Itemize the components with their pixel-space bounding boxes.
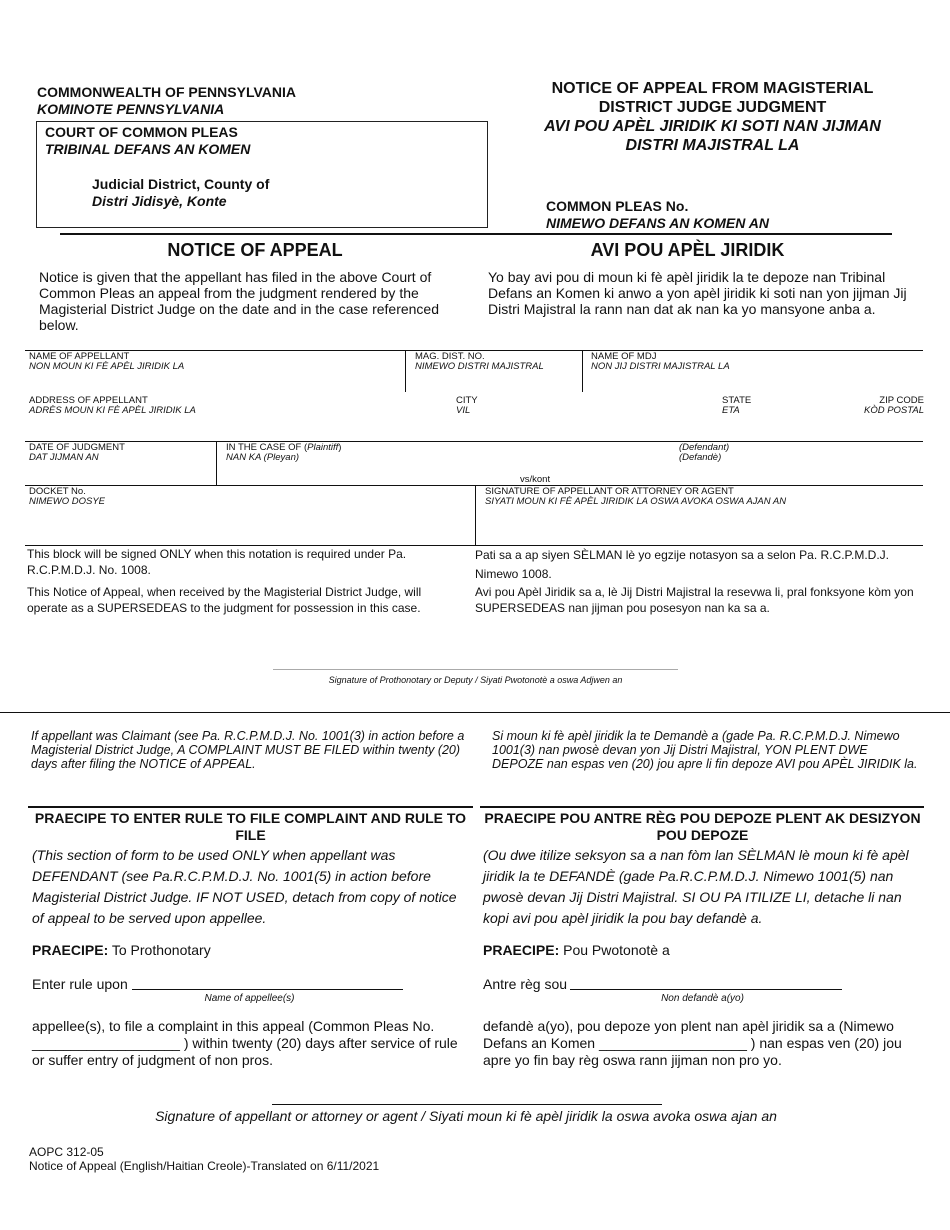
state-field[interactable]: STATE ETA <box>722 395 752 416</box>
grid-line <box>25 485 923 486</box>
commonwealth-header <box>37 84 296 118</box>
commonwealth-ht: KOMINOTE PENNSYLVANIA <box>37 101 225 117</box>
city-field[interactable]: CITY VIL <box>456 395 478 416</box>
prothonotary-signature-caption: Signature of Prothonotary or Deputy / Siyati Pwotonotè a oswa Adjwen an <box>328 675 623 685</box>
enter-rule-en: Enter rule upon <box>32 976 128 992</box>
praecipe-title-en: PRAECIPE TO ENTER RULE TO FILE COMPLAINT AND RULE TO FILE <box>34 810 467 843</box>
appellee-caption-en: Name of appellee(s) <box>204 993 295 1004</box>
prothonotary-signature-line[interactable] <box>273 669 678 670</box>
appellant-address-field[interactable]: ADDRESS OF APPELLANT ADRÈS MOUN KI FÈ APÈL JIRIDIK LA <box>29 395 196 416</box>
grid-vline <box>405 350 406 392</box>
commonwealth-en: COMMONWEALTH OF PENNSYLVANIA <box>37 84 296 100</box>
claimant-text-en: If appellant was Claimant (see Pa. R.C.P.M.D.J. No. 1001(3) in action before a Magisterial District Judge, A COMPLAINT MUST BE FILED within twenty (20) days after filing the NOTICE of APPEAL. <box>31 729 465 771</box>
district-ht: Distri Jidisyè, Konte <box>92 193 227 209</box>
praecipe-to-en: PRAECIPE: To Prothonotary <box>32 942 211 958</box>
title-ht-line1: AVI POU APÈL JIRIDIK KI SOTI NAN JIJMAN <box>544 118 881 135</box>
court-box <box>36 121 488 228</box>
praecipe-intro-en: (This section of form to be used ONLY when appellant was DEFENDANT (see Pa.R.C.P.M.D.J. No. 1001(5) in action before Magisterial District Judge. IF NOT USED, detach from copy of notice of appeal to be served upon appellee. <box>32 847 457 926</box>
praecipe-divider-ht <box>480 806 924 808</box>
title-en-line2: DISTRICT JUDGE JUDGMENT <box>598 99 827 116</box>
form-number: AOPC 312-05 <box>29 1145 104 1159</box>
supersedeas-en: This Notice of Appeal, when received by the Magisterial District Judge, will operate as a SUPERSEDEAS to the judgment for possession in this case. <box>27 585 422 615</box>
zip-code-field[interactable]: ZIP CODE KÒD POSTAL <box>863 395 924 416</box>
praecipe-divider-en <box>28 806 473 808</box>
claimant-text-ht: Si moun ki fè apèl jiridik la te Demandè a (gade Pa. R.C.P.M.D.J. Nimewo 1001(3) nan pwosè devan yon Jij Distri Majistral, YON PLENT DWE DEPOZE nan espas ven (20) jou apre li fin depoze AVI pou APÈL JIRIDIK la. <box>492 729 918 771</box>
grid-vline <box>216 441 217 485</box>
final-signature-caption: Signature of appellant or attorney or agent / Siyati moun ki fè apèl jiridik la oswa avoka oswa ajan an <box>155 1108 777 1124</box>
plaintiff-field[interactable]: IN THE CASE OF (Plaintiff) NAN KA (Pleyan) <box>226 442 342 463</box>
court-ht: TRIBINAL DEFANS AN KOMEN <box>45 141 251 157</box>
mdj-name-field[interactable]: NAME OF MDJ NON JIJ DISTRI MAJISTRAL LA <box>591 351 730 372</box>
grid-line <box>25 441 923 442</box>
form-description: Notice of Appeal (English/Haitian Creole)-Translated on 6/11/2021 <box>29 1159 380 1173</box>
notice-title-en: NOTICE OF APPEAL <box>167 240 343 260</box>
appellee-name-input-ht[interactable] <box>570 989 842 990</box>
docket-no-field[interactable]: DOCKET No. NIMEWO DOSYE <box>29 486 106 507</box>
common-pleas-number[interactable] <box>546 198 769 232</box>
praecipe-to-ht: PRAECIPE: Pou Pwotonotè a <box>483 942 670 958</box>
cp-no-ht: NIMEWO DEFANS AN KOMEN AN <box>546 215 769 231</box>
notation-block-ht: Pati sa a ap siyen SÈLMAN lè yo egzije notasyon sa a selon Pa. R.C.P.M.D.J. Nimewo 1008. <box>475 548 889 581</box>
praecipe-intro-ht: (Ou dwe itilize seksyon sa a nan fòm lan SÈLMAN lè moun ki fè apèl jiridik la te DEFANDÈ (gade Pa.R.C.P.M.D.J. Nimewo 1001(5) nan pwosè devan Jij Distri Majistral. SI OU PA ITILIZE LI, detache li nan kopi avi pou apèl jiridik la pou bay defandè a. <box>483 847 909 926</box>
grid-vline <box>475 485 476 545</box>
form-title <box>510 79 915 155</box>
appellant-signature-field[interactable]: SIGNATURE OF APPELLANT OR ATTORNEY OR AGENT SIYATI MOUN KI FÈ APÈL JIRIDIK LA OSWA AVOKA OSWA AJAN AN <box>485 486 787 507</box>
court-en: COURT OF COMMON PLEAS <box>45 124 238 140</box>
judgment-date-field[interactable]: DATE OF JUDGMENT DAT JIJMAN AN <box>29 442 125 463</box>
appellee-name-input-en[interactable] <box>132 989 403 990</box>
praecipe-body-en: appellee(s), to file a complaint in this appeal (Common Pleas No. ___________________ ) within twenty (20) days after service of rule or suffer entry of judgment of non pros. <box>32 1018 458 1068</box>
praecipe-body-ht: defandè a(yo), pou depoze yon plent nan apèl jiridik sa a (Nimewo Defans an Komen ___________________ ) nan espas ven (20) jou apre yo fin bay règ oswa rann jijman non pro yo. <box>483 1018 902 1068</box>
district-en: Judicial District, County of <box>92 176 270 192</box>
enter-rule-ht: Antre règ sou <box>483 976 568 992</box>
title-en-line1: NOTICE OF APPEAL FROM MAGISTERIAL <box>551 80 874 97</box>
final-signature-line[interactable] <box>272 1104 662 1105</box>
defendant-field[interactable]: (Defendant) (Defandè) <box>679 442 730 463</box>
notice-text-ht: Yo bay avi pou di moun ki fè apèl jiridik la te depoze nan Tribinal Defans an Komen ki anwo a yon apèl jiridik ki soti nan yon jijman Jij Distri Majistral la rann nan dat ak nan ka yo mansyone anba a. <box>488 269 907 317</box>
appellee-caption-ht: Non defandè a(yo) <box>661 993 744 1004</box>
supersedeas-ht: Avi pou Apèl Jiridik sa a, lè Jij Distri Majistral la resevwa li, pral fonksyone kòm yon SUPERSEDEAS nan jijman pou posesyon nan ka sa a. <box>475 585 914 615</box>
vs-label: vs/kont <box>520 474 551 485</box>
notation-block-en: This block will be signed ONLY when this notation is required under Pa. R.C.P.M.D.J. No. 1008. <box>27 547 407 577</box>
grid-vline <box>582 350 583 392</box>
form-footer <box>29 1145 379 1173</box>
cp-no-en: COMMON PLEAS No. <box>546 198 689 214</box>
notice-text-en: Notice is given that the appellant has filed in the above Court of Common Pleas an appeal from the judgment rendered by the Magisterial District Judge on the date and in the case referenced below. <box>39 269 440 333</box>
notice-title-ht: AVI POU APÈL JIRIDIK <box>590 240 785 260</box>
mag-dist-no-field[interactable]: MAG. DIST. NO. NIMEWO DISTRI MAJISTRAL <box>415 351 544 372</box>
title-ht-line2: DISTRI MAJISTRAL LA <box>625 137 800 154</box>
section-divider <box>0 712 950 713</box>
praecipe-title-ht: PRAECIPE POU ANTRE RÈG POU DEPOZE PLENT AK DESIZYON POU DEPOZE <box>484 810 921 843</box>
appellant-name-field[interactable]: NAME OF APPELLANT NON MOUN KI FÈ APÈL JIRIDIK LA <box>29 351 185 372</box>
header-divider <box>60 233 892 235</box>
